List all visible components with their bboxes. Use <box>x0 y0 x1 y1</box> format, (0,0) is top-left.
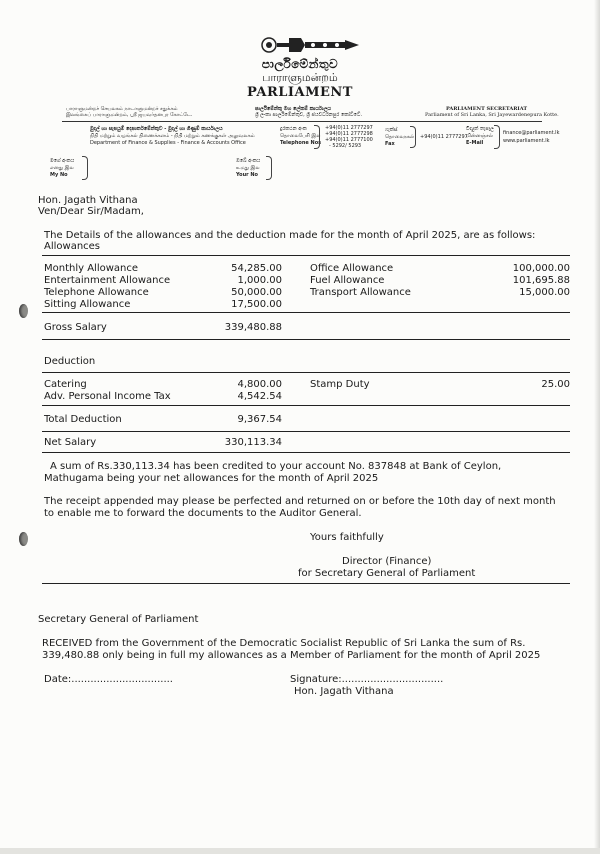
your-no-label-sinhala: ඔබේ අංකය <box>236 158 261 164</box>
credit-text: Mathugama being your net allowances for the month of April 2025 <box>44 473 379 484</box>
my-no-label-english: My No <box>50 172 68 178</box>
department-english: Department of Finance & Supplies - Finance & Accounts Office <box>90 140 246 146</box>
secretariat-english-address: Parliament of Sri Lanka, Sri Jayewardenepura Kotte. <box>425 112 559 118</box>
receipt-instruction: to enable me to forward the documents to the Auditor General. <box>44 508 362 519</box>
deduction-amount: 25.00 <box>541 379 570 390</box>
received-statement: RECEIVED from the Government of the Democratic Socialist Republic of Sri Lanka the sum of Rs. <box>42 638 526 649</box>
table-rule <box>42 339 570 340</box>
fax-label-sinhala: ෆැක්ස් <box>385 127 398 133</box>
receipt-instruction: The receipt appended may please be perfected and returned on or before the 10th day of next month <box>44 496 556 507</box>
fax-number: +94(0)11 2777297 <box>420 134 468 140</box>
allowance-amount: 17,500.00 <box>231 299 282 310</box>
gross-salary-amount: 339,480.88 <box>224 322 282 333</box>
total-deduction-amount: 9,367.54 <box>237 414 282 425</box>
telephone-number: +94(0)11 2777100 <box>325 137 373 143</box>
deduction-amount: 4,800.00 <box>237 379 282 390</box>
allowance-label: Entertainment Allowance <box>44 275 171 286</box>
allowance-label: Transport Allowance <box>310 287 411 298</box>
allowance-label: Telephone Allowance <box>44 287 149 298</box>
allowance-label: Monthly Allowance <box>44 263 139 274</box>
email-label-english: E-Mail <box>466 140 484 146</box>
your-no-label-english: Your No <box>236 172 258 178</box>
table-rule <box>42 452 570 453</box>
my-no-label-tamil: எனது இல <box>50 165 74 171</box>
allowance-amount: 50,000.00 <box>231 287 282 298</box>
gross-salary-label: Gross Salary <box>44 322 107 333</box>
website-address: www.parliament.lk <box>503 138 550 144</box>
letterhead-tamil-name: பாராளுமன்றம் <box>262 71 338 84</box>
table-rule <box>42 312 570 313</box>
department-tamil: நிதி மற்றும் வழங்கல் திணைக்களம் - நிதி மற்றும் கணக்குகள் அலுவலகம் <box>90 133 255 139</box>
allowance-label: Sitting Allowance <box>44 299 131 310</box>
secretariat-sinhala: පාර්ලිමේන්තු මහ ලේකම් කාර්යාලය <box>255 106 331 112</box>
receipt-signer-name: Hon. Jagath Vithana <box>294 686 394 697</box>
allowance-amount: 54,285.00 <box>231 263 282 274</box>
intro-text: The Details of the allowances and the deduction made for the month of April 2025, are as follows: <box>44 230 536 241</box>
received-statement: 339,480.88 only being in full my allowances as a Member of Parliament for the month of April 2025 <box>42 650 541 661</box>
telephone-bracket <box>314 125 320 149</box>
secretariat-tamil: பாராளுமன்றச் செயலகம் நாடாளுமன்றச் சதுக்கம் <box>66 106 178 112</box>
net-salary-label: Net Salary <box>44 437 97 448</box>
page-edge-shadow <box>594 0 600 854</box>
signatory-for: for Secretary General of Parliament <box>298 568 476 579</box>
email-label-tamil: மின்னஞ்சல் <box>466 133 493 139</box>
allowances-heading: Allowances <box>44 241 101 252</box>
punch-hole-icon <box>19 304 28 318</box>
telephone-number: +94(0)11 2777297 <box>325 125 373 131</box>
secretariat-english: PARLIAMENT SECRETARIAT <box>446 106 528 112</box>
my-no-bracket <box>82 156 88 180</box>
allowance-label: Fuel Allowance <box>310 275 385 286</box>
your-no-bracket <box>266 156 272 180</box>
deduction-label: Stamp Duty <box>310 379 370 390</box>
recipient-name: Hon. Jagath Vithana <box>38 195 138 206</box>
credit-text: A sum of Rs.330,113.34 has been credited to your account No. 837848 at Bank of Ceylon, <box>50 461 502 472</box>
net-salary-amount: 330,113.34 <box>224 437 282 448</box>
deduction-label: Adv. Personal Income Tax <box>44 391 171 402</box>
telephone-number: +94(0)11 2777298 <box>325 131 373 137</box>
fax-bracket <box>410 126 416 148</box>
allowance-amount: 100,000.00 <box>512 263 570 274</box>
telephone-label-sinhala: දුරකථන අංක <box>280 126 307 132</box>
secretariat-tamil-address: இலங்கைப் பாராளுமன்றம், ஸ்ரீ ஜயவர்தனபுர கோட்டே. <box>66 112 193 118</box>
my-no-label-sinhala: මගේ අංකය <box>50 158 75 164</box>
parliament-mace-emblem-icon <box>255 34 365 56</box>
deduction-amount: 4,542.54 <box>237 391 282 402</box>
table-rule <box>42 372 570 373</box>
deduction-label: Catering <box>44 379 87 390</box>
department-sinhala: මුදල් හා සැපයුම් දෙපාර්තමේන්තුව - මුදල් හා ගිණුම් කාර්යාලය <box>90 126 223 132</box>
signature-field: Signature:................................ <box>290 674 444 685</box>
fax-label-english: Fax <box>385 141 395 147</box>
allowance-amount: 15,000.00 <box>519 287 570 298</box>
salutation: Ven/Dear Sir/Madam, <box>38 206 144 217</box>
date-field: Date:................................ <box>44 674 173 685</box>
secretariat-sinhala-address: ශ්‍රී ලංකා පාර්ලිමේන්තුව, ශ්‍රී ජයවර්ධනපුර කෝට්ටේ. <box>255 112 363 118</box>
table-rule <box>42 431 570 432</box>
telephone-label-english: Telephone Nos <box>280 140 322 146</box>
allowance-label: Office Allowance <box>310 263 394 274</box>
telephone-label-tamil: தொலைபேசி இல <box>280 133 321 139</box>
table-rule <box>42 405 570 406</box>
closing: Yours faithfully <box>310 532 384 543</box>
your-no-label-tamil: உமது இல <box>236 165 260 171</box>
page-bottom-strip <box>0 848 600 854</box>
letterhead-english-name: PARLIAMENT <box>247 85 353 100</box>
total-deduction-label: Total Deduction <box>44 414 122 425</box>
email-label-sinhala: විද්‍යුත් තැපෑල <box>466 126 494 132</box>
fax-label-tamil: தொலைநகல் <box>385 134 415 140</box>
deduction-heading: Deduction <box>44 356 96 367</box>
telephone-extension: - 5292/ 5293 <box>329 143 362 149</box>
email-address: finance@parliament.lk <box>503 130 560 136</box>
table-rule <box>42 255 570 256</box>
receipt-addressee: Secretary General of Parliament <box>38 614 199 625</box>
letterhead-rule <box>62 121 542 122</box>
punch-hole-icon <box>19 532 28 546</box>
signatory-title: Director (Finance) <box>342 556 432 567</box>
section-rule <box>42 583 570 584</box>
email-bracket <box>494 125 500 149</box>
allowance-amount: 1,000.00 <box>237 275 282 286</box>
allowance-amount: 101,695.88 <box>512 275 570 286</box>
letterhead-sinhala-name: පාර්ලිමේන්තුව <box>261 57 339 71</box>
